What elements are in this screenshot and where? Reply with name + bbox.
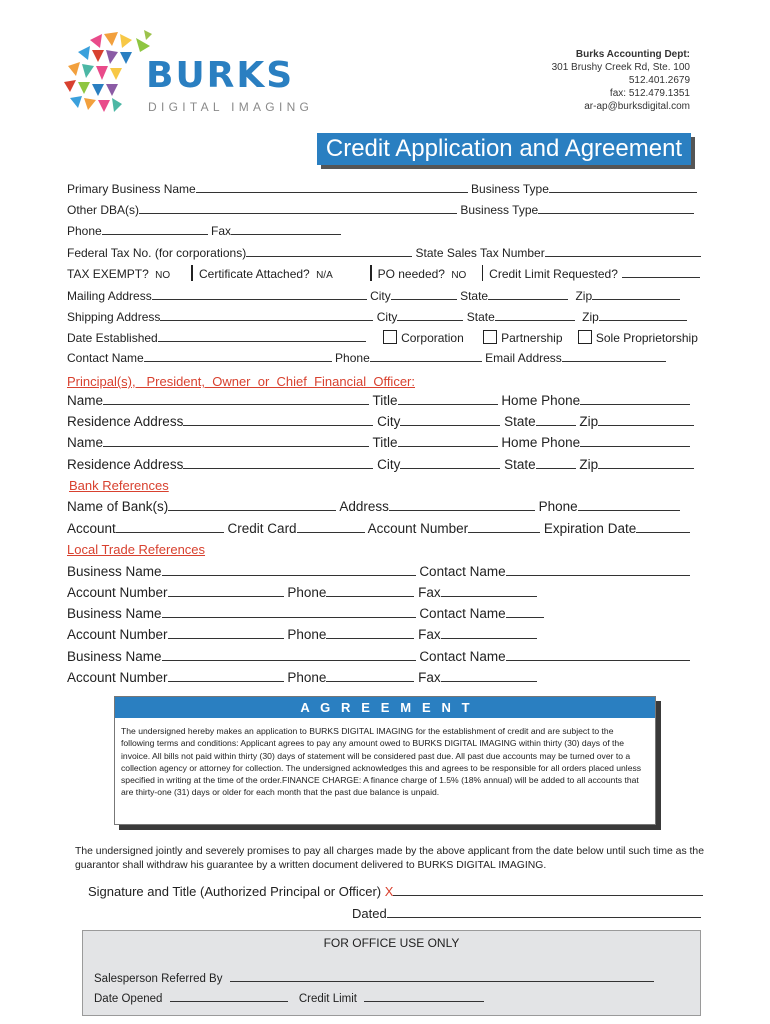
bank-account-field[interactable] [116, 520, 224, 533]
bank-row-1 [67, 498, 680, 514]
sole-prop-checkbox[interactable] [578, 330, 592, 344]
company-phone: 512.401.2679 [628, 75, 690, 86]
row-contact [67, 349, 666, 365]
other-dba-field[interactable] [139, 201, 457, 214]
principal-residence-field[interactable] [183, 413, 373, 426]
trade-fax-label: Fax [418, 627, 441, 642]
principal-home-phone-field[interactable] [580, 392, 690, 405]
corporation-label: Corporation [401, 331, 464, 345]
bank-address-label: Address [339, 499, 389, 514]
divider-icon [191, 265, 193, 281]
mailing-zip-field[interactable] [592, 287, 680, 300]
business-type-label: Business Type [471, 182, 549, 196]
shipping-address-label: Shipping Address [67, 310, 161, 324]
logo-mosaic-icon [60, 30, 155, 120]
mailing-state-field[interactable] [488, 287, 568, 300]
divider-icon [482, 265, 484, 281]
phone-field[interactable] [102, 222, 208, 235]
cert-attached-label: Certificate Attached? [198, 267, 310, 281]
bank-name-label: Name of Bank(s) [67, 499, 169, 514]
trade-business-name-field[interactable] [162, 563, 416, 576]
principal-city-label: City [377, 457, 401, 472]
company-fax: fax: 512.479.1351 [609, 88, 690, 99]
date-opened-row [94, 989, 484, 1005]
account-number-field[interactable] [468, 520, 540, 533]
signature-row [88, 883, 703, 899]
principal-residence-label: Residence Address [67, 414, 184, 429]
shipping-state-label: State [466, 310, 495, 324]
trade-account-number-field[interactable] [168, 584, 284, 597]
trade-account-number-field[interactable] [168, 626, 284, 639]
principal-zip-field[interactable] [598, 456, 694, 469]
company-email: ar-ap@burksdigital.com [584, 101, 690, 112]
partnership-label: Partnership [501, 331, 563, 345]
tax-exempt-value[interactable]: NO [155, 270, 171, 281]
company-contact [552, 48, 690, 113]
agreement-heading: A G R E E M E N T [115, 697, 655, 718]
row-other-dba [67, 201, 694, 217]
principal-title-field[interactable] [398, 434, 498, 447]
trade-business-name-label: Business Name [67, 606, 162, 621]
trade-phone-label: Phone [287, 627, 327, 642]
row-shipping [67, 308, 687, 324]
other-dba-label: Other DBA(s) [67, 203, 140, 217]
trade-phone-field[interactable] [326, 626, 414, 639]
po-needed-value[interactable]: NO [451, 270, 467, 281]
contact-phone-field[interactable] [370, 349, 482, 362]
principal-city-field[interactable] [400, 413, 500, 426]
expiration-date-label: Expiration Date [543, 521, 637, 536]
corporation-checkbox[interactable] [383, 330, 397, 344]
date-opened-field[interactable] [170, 989, 288, 1002]
principal-zip-field[interactable] [598, 413, 694, 426]
trade-row-2 [67, 584, 537, 600]
trade-fax-label: Fax [418, 670, 441, 685]
trade-phone-label: Phone [287, 585, 327, 600]
state-sales-tax-field[interactable] [545, 244, 701, 257]
po-needed-label: PO needed? [377, 267, 445, 281]
signature-field[interactable] [393, 883, 703, 896]
principal-title-label: Title [372, 393, 398, 408]
dated-label: Dated [352, 906, 387, 921]
bank-name-field[interactable] [168, 498, 336, 511]
principal-row-2 [67, 413, 694, 429]
trade-fax-field[interactable] [441, 584, 537, 597]
principal-state-label: State [504, 414, 536, 429]
row-primary-business [67, 180, 697, 196]
trade-account-number-label: Account Number [67, 670, 168, 685]
trade-contact-name-label: Contact Name [419, 606, 506, 621]
row-tax-exempt [67, 265, 700, 281]
primary-business-label: Primary Business Name [67, 182, 196, 196]
account-number-label: Account Number [367, 521, 469, 536]
credit-limit-label: Credit Limit [298, 993, 357, 1005]
office-heading: FOR OFFICE USE ONLY [323, 936, 460, 950]
credit-limit-field[interactable] [364, 989, 484, 1002]
fax-field[interactable] [231, 222, 341, 235]
date-established-label: Date Established [67, 331, 158, 345]
trade-business-name-field[interactable] [162, 605, 416, 618]
contact-name-label: Contact Name [67, 351, 144, 365]
trade-row-6 [67, 669, 537, 685]
shipping-city-label: City [376, 310, 398, 324]
bank-phone-label: Phone [538, 499, 578, 514]
principal-home-phone-label: Home Phone [501, 435, 581, 450]
page-title: Credit Application and Agreement [317, 133, 691, 165]
primary-business-field[interactable] [196, 180, 468, 193]
business-type-field[interactable] [549, 180, 697, 193]
principal-zip-label: Zip [579, 457, 599, 472]
business-type-label-2: Business Type [460, 203, 539, 217]
office-use-box [82, 930, 701, 1016]
trade-business-name-label: Business Name [67, 564, 162, 579]
salesperson-row [94, 969, 654, 985]
principal-title-field[interactable] [398, 392, 498, 405]
row-phone-fax [67, 222, 341, 238]
trade-row-5 [67, 648, 690, 664]
trade-contact-name-field[interactable] [506, 648, 690, 661]
principal-home-phone-label: Home Phone [501, 393, 581, 408]
principal-residence-label: Residence Address [67, 457, 184, 472]
contact-phone-label: Phone [335, 351, 370, 365]
shipping-address-field[interactable] [160, 308, 373, 321]
principal-home-phone-field[interactable] [580, 434, 690, 447]
mailing-city-field[interactable] [391, 287, 457, 300]
principal-name-field[interactable] [103, 434, 369, 447]
federal-tax-field[interactable] [246, 244, 412, 257]
dated-field[interactable] [387, 905, 701, 918]
principal-state-field[interactable] [536, 413, 576, 426]
trade-account-number-label: Account Number [67, 627, 168, 642]
trade-row-4 [67, 626, 537, 642]
guarantee-text: The undersigned jointly and severely promises to pay all charges made by the above applicant from the date below until such time as the guarantor shall withdraw his guarantee by a written document delivered to BURKS DIGITAL IMAGING. [75, 846, 704, 871]
agreement-box [114, 696, 656, 825]
trade-contact-name-label: Contact Name [419, 649, 506, 664]
dated-row [352, 905, 701, 921]
signature-x: X [384, 884, 394, 899]
principal-name-field[interactable] [103, 392, 369, 405]
trade-fax-label: Fax [418, 585, 441, 600]
principal-row-1 [67, 392, 690, 408]
principal-row-3 [67, 434, 690, 450]
credit-card-label: Credit Card [227, 521, 297, 536]
email-address-label: Email Address [485, 351, 562, 365]
email-address-field[interactable] [562, 349, 666, 362]
row-mailing [67, 287, 680, 303]
dept-label: Burks Accounting Dept: [575, 49, 690, 60]
shipping-state-field[interactable] [495, 308, 575, 321]
state-sales-tax-label: State Sales Tax Number [415, 246, 545, 260]
sole-prop-label: Sole Proprietorship [595, 331, 698, 345]
shipping-zip-field[interactable] [599, 308, 687, 321]
bank-address-field[interactable] [389, 498, 535, 511]
trade-account-number-field[interactable] [168, 669, 284, 682]
signature-label: Signature and Title (Authorized Principal or Officer) [88, 884, 382, 899]
salesperson-field[interactable] [230, 969, 654, 982]
trade-business-name-label: Business Name [67, 649, 162, 664]
credit-limit-req-label: Credit Limit Requested? [489, 267, 618, 281]
trade-phone-label: Phone [287, 670, 327, 685]
credit-card-field[interactable] [297, 520, 365, 533]
principal-name-label: Name [67, 393, 104, 408]
date-established-field[interactable] [158, 329, 366, 342]
contact-name-field[interactable] [144, 349, 332, 362]
principal-row-4 [67, 456, 694, 472]
fax-label: Fax [211, 224, 232, 238]
date-opened-label: Date Opened [94, 993, 163, 1005]
trade-business-name-field[interactable] [162, 648, 416, 661]
company-address: 301 Brushy Creek Rd, Ste. 100 [551, 62, 690, 73]
principal-title-label: Title [372, 435, 398, 450]
row-date-established [67, 329, 698, 345]
bank-account-label: Account [67, 521, 116, 536]
trade-fax-field[interactable] [441, 669, 537, 682]
company-logo [60, 30, 335, 120]
trade-phone-field[interactable] [326, 584, 414, 597]
business-type-field-2[interactable] [538, 201, 694, 214]
trade-contact-name-field[interactable] [506, 563, 690, 576]
tax-exempt-label: TAX EXEMPT? [67, 267, 149, 281]
principal-residence-field[interactable] [183, 456, 373, 469]
principal-zip-label: Zip [579, 414, 599, 429]
mailing-address-field[interactable] [152, 287, 367, 300]
mailing-zip-label: Zip [575, 289, 593, 303]
company-tagline: DIGITAL IMAGING [148, 100, 314, 114]
bank-row-2 [67, 520, 690, 536]
divider-icon [370, 265, 372, 281]
principal-city-field[interactable] [400, 456, 500, 469]
credit-limit-req-field[interactable] [622, 265, 700, 278]
trade-phone-field[interactable] [326, 669, 414, 682]
principals-heading: Principal(s), President, Owner or Chief Financial Officer: [67, 374, 415, 389]
trade-row-1 [67, 563, 690, 579]
trade-row-3 [67, 605, 544, 621]
agreement-text: The undersigned hereby makes an application to BURKS DIGITAL IMAGING for the establishment of credit and are subject to the following terms and conditions: Applicant agrees to pay any amount owed to BURKS DIGITAL IMAGING within thirty (30) days of the invoice. All bills not paid within thirty (30) days of statement will be considered past due. All past due accounts may be turned over to a collection agency or attorney for collection. The undersigned acknowledges this and agrees to be responsible for all orders placed unless specified in writing at the time of the order.FINANCE CHARGE: A finance charge of 1.5% (18% annual) will be added to all accounts that are thirty-one (31) days or older for each month that the past due balance is unpaid. [121, 726, 642, 798]
mailing-city-label: City [370, 289, 391, 303]
mailing-address-label: Mailing Address [67, 289, 152, 303]
shipping-city-field[interactable] [397, 308, 463, 321]
principal-city-label: City [377, 414, 401, 429]
trade-account-number-label: Account Number [67, 585, 168, 600]
principal-state-label: State [504, 457, 536, 472]
trade-contact-name-label: Contact Name [419, 564, 506, 579]
phone-label: Phone [67, 224, 102, 238]
trade-heading: Local Trade References [67, 542, 206, 557]
partnership-checkbox[interactable] [483, 330, 497, 344]
principal-state-field[interactable] [536, 456, 576, 469]
expiration-date-field[interactable] [636, 520, 690, 533]
bank-phone-field[interactable] [578, 498, 680, 511]
trade-contact-name-field[interactable] [506, 605, 544, 618]
cert-attached-value[interactable]: N/A [316, 270, 333, 281]
row-tax [67, 244, 701, 260]
mailing-state-label: State [460, 289, 489, 303]
trade-fax-field[interactable] [441, 626, 537, 639]
principal-name-label: Name [67, 435, 104, 450]
salesperson-label: Salesperson Referred By [94, 973, 223, 985]
bank-heading: Bank References [69, 478, 169, 493]
federal-tax-label: Federal Tax No. (for corporations) [67, 246, 247, 260]
shipping-zip-label: Zip [582, 310, 599, 324]
company-name: BURKS [146, 55, 295, 96]
